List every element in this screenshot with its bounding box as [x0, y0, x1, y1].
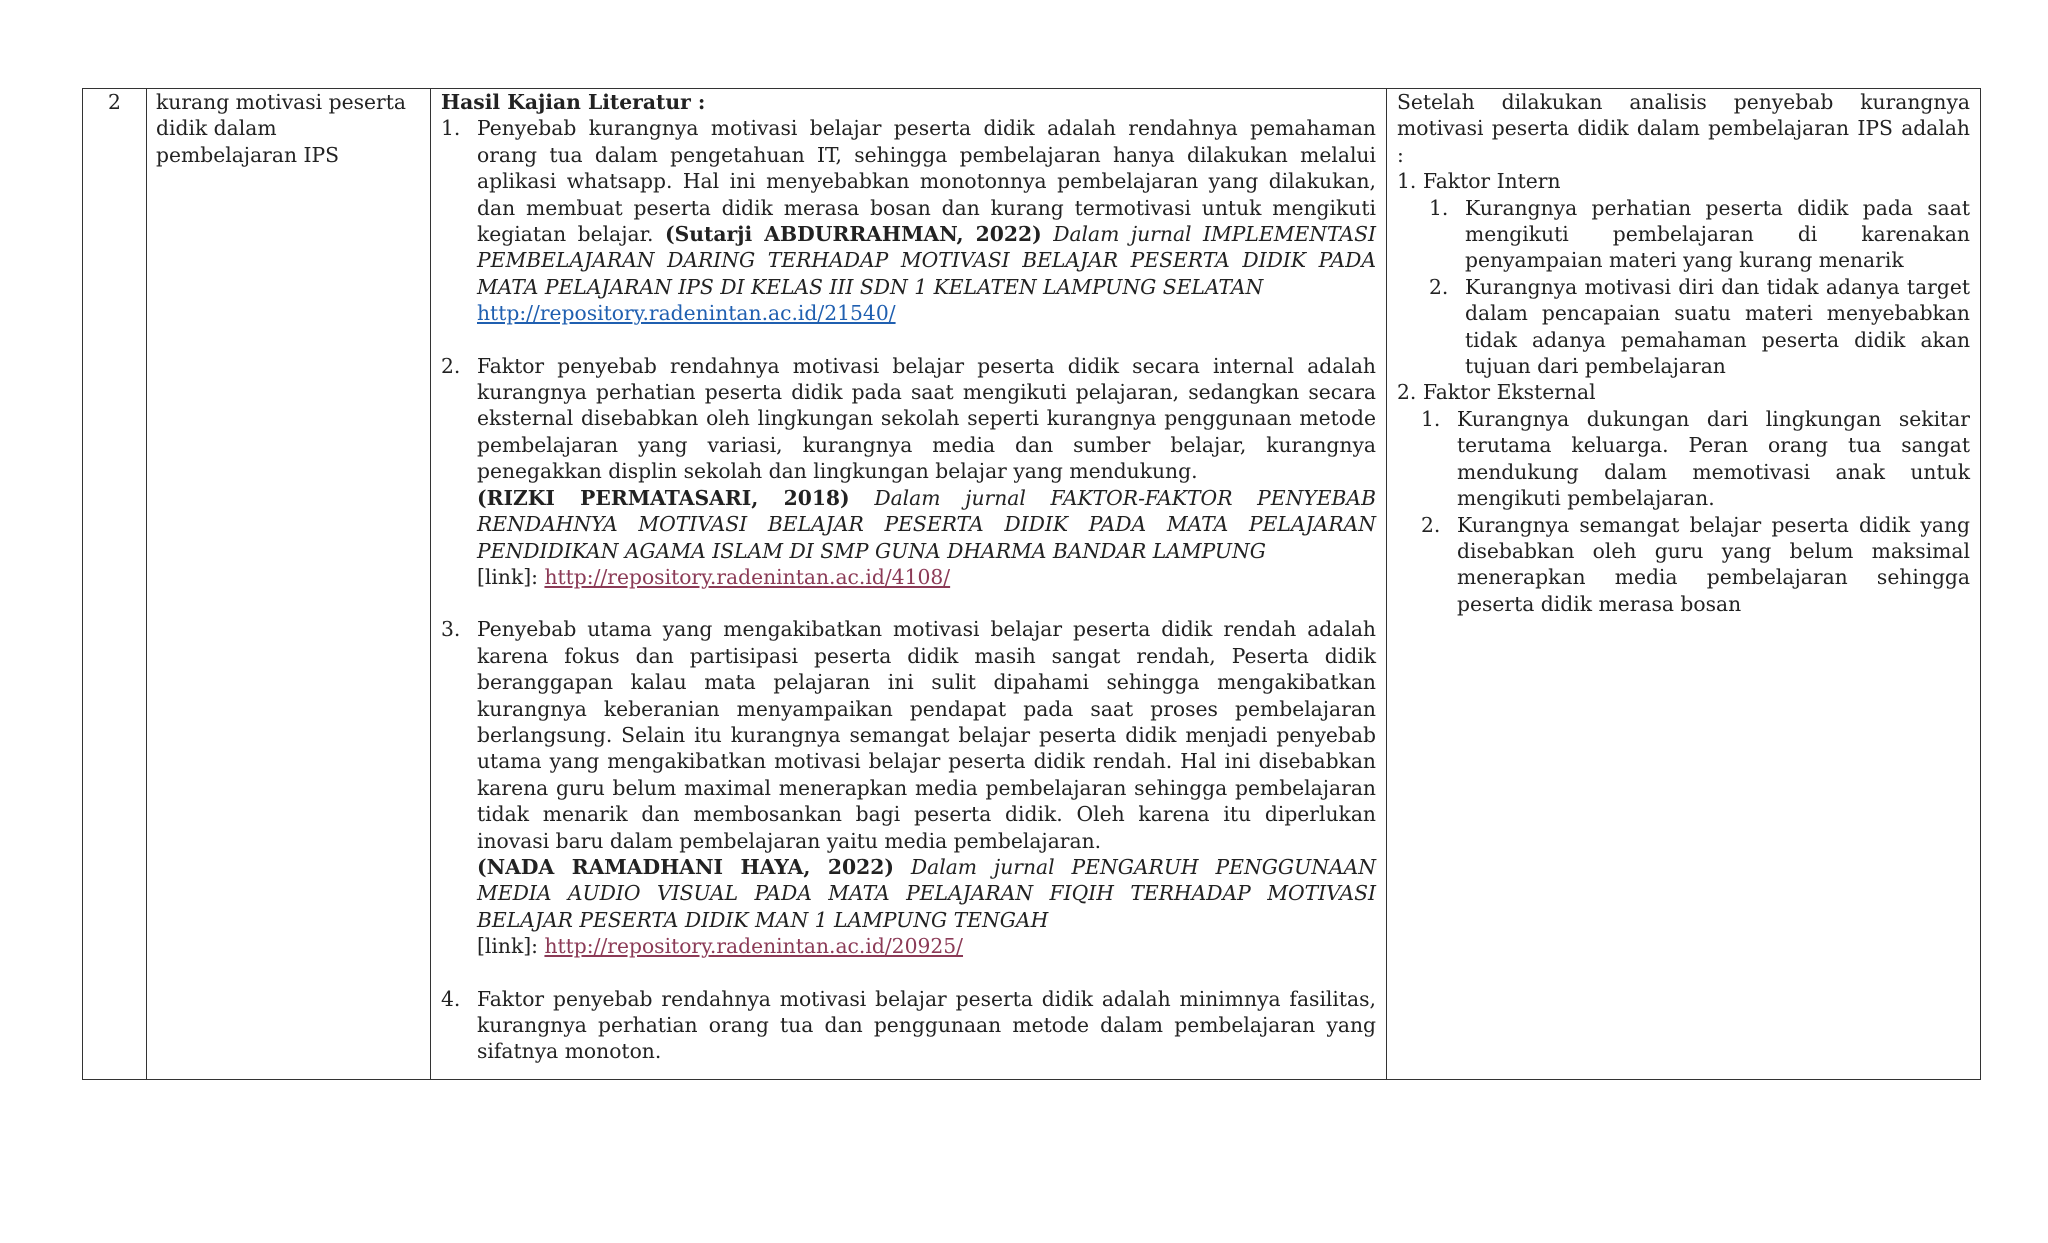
link-prefix: [link]: [477, 934, 545, 959]
factor-item-text: Kurangnya motivasi diri dan tidak adanya target dalam pencapaian suatu materi menyebabkan tidak adanya pemahaman peserta didik akan tujuan dari pembelajaran [1465, 274, 1970, 379]
factor-item [1421, 512, 1970, 618]
factor-item-number: 1. [1429, 195, 1449, 220]
factor-item-text: Kurangnya dukungan dari lingkungan sekitar terutama keluarga. Peran orang tua sangat mendukung dalam memotivasi anak untuk mengikuti pembelajaran. [1457, 406, 1970, 511]
item-link[interactable]: http://repository.radenintan.ac.id/4108/ [544, 564, 951, 589]
factor-item-text: Kurangnya semangat belajar peserta didik yang disebabkan oleh guru yang belum maksimal menerapkan media pembelajaran sehingga peserta didik merasa bosan [1457, 512, 1970, 616]
literature-cell [431, 89, 1387, 1080]
literature-item [441, 353, 1376, 591]
item-journal: Dalam jurnal PENGARUH PENGGUNAAN MEDIA AUDIO VISUAL PADA MATA PELAJARAN FIQIH TERHADAP MOTIVASI BELAJAR PESERTA DIDIK MAN 1 LAMPUNG TENGAH [477, 854, 1376, 932]
factor-item-text: Kurangnya perhatian peserta didik pada saat mengikuti pembelajaran di karenakan penyampaian materi yang kurang menarik [1465, 195, 1970, 273]
literature-heading: Hasil Kajian Literatur : [441, 90, 706, 114]
factor-item-number: 1. [1421, 406, 1441, 431]
factor-heading [1397, 168, 1970, 194]
factor-item [1421, 406, 1970, 512]
link-prefix: [link]: [477, 564, 545, 589]
item-author: (RIZKI PERMATASARI, 2018) [477, 485, 850, 510]
item-number: 3. [441, 617, 461, 642]
literature-table [82, 88, 1981, 1080]
analysis-intro: Setelah dilakukan analisis penyebab kurangnya motivasi peserta didik dalam pembelajaran IPS adalah : [1397, 90, 1970, 167]
row-number-cell [83, 89, 147, 1080]
item-link[interactable]: http://repository.radenintan.ac.id/21540/ [477, 301, 896, 326]
problem-text: kurang motivasi peserta didik dalam pembelajaran IPS [156, 90, 406, 167]
row-number: 2 [108, 90, 121, 114]
item-journal: Dalam jurnal FAKTOR-FAKTOR PENYEBAB RENDAHNYA MOTIVASI BELAJAR PESERTA DIDIK PADA MATA PELAJARAN PENDIDIKAN AGAMA ISLAM DI SMP GUNA DHARMA BANDAR LAMPUNG [477, 485, 1376, 563]
analysis-cell [1387, 89, 1981, 1080]
item-text: Penyebab utama yang mengakibatkan motivasi belajar peserta didik rendah adalah karena fokus dan partisipasi peserta didik masih sangat rendah, Peserta didik beranggapan kalau mata pelajaran ini sulit dipahami sehingga mengakibatkan kurangnya keberanian menyampaikan pendapat pada saat proses pembelajaran berlangsung. Selain itu kurangnya semangat belajar peserta didik menjadi penyebab utama yang mengakibatkan motivasi belajar peserta didik rendah. Hal ini disebabkan karena guru belum maximal menerapkan media pembelajaran sehingga pembelajaran tidak menarik dan membosankan bagi peserta didik. Oleh karena itu diperlukan inovasi baru dalam pembelajaran yaitu media pembelajaran. [477, 617, 1376, 853]
factor-item-number: 2. [1429, 274, 1449, 299]
problem-cell [147, 89, 431, 1080]
factor-item-number: 2. [1421, 512, 1441, 537]
factor-heading [1397, 379, 1970, 405]
item-text: Faktor penyebab rendahnya motivasi belajar peserta didik secara internal adalah kurangnya perhatian peserta didik pada saat mengikuti pelajaran, sedangkan secara eksternal disebabkan oleh lingkungan sekolah seperti kurangnya penggunaan metode pembelajaran yang variasi, kurangnya media dan sumber belajar, kurangnya penegakkan displin sekolah dan lingkungan belajar yang mendukung. [477, 353, 1376, 484]
factor-number: 1. [1397, 169, 1417, 194]
item-number: 4. [441, 986, 461, 1011]
table-row [83, 89, 1981, 1080]
item-journal: Dalam jurnal IMPLEMENTASI PEMBELAJARAN DARING TERHADAP MOTIVASI BELAJAR PESERTA DIDIK PADA MATA PELAJARAN IPS DI KELAS III SDN 1 KELATEN LAMPUNG SELATAN [477, 222, 1376, 299]
factor-label: Faktor Eksternal [1423, 380, 1596, 405]
item-number: 1. [441, 116, 461, 141]
factor-item [1429, 195, 1970, 274]
factor-number: 2. [1397, 380, 1417, 405]
literature-item [441, 115, 1376, 326]
literature-item [441, 986, 1376, 1065]
factor-label: Faktor Intern [1423, 169, 1561, 194]
item-link[interactable]: http://repository.radenintan.ac.id/20925/ [544, 934, 964, 959]
item-text: Faktor penyebab rendahnya motivasi belajar peserta didik adalah minimnya fasilitas, kurangnya perhatian orang tua dan penggunaan metode dalam pembelajaran yang sifatnya monoton. [477, 986, 1376, 1064]
factor-item [1429, 274, 1970, 380]
item-number: 2. [441, 353, 461, 378]
item-author: (NADA RAMADHANI HAYA, 2022) [477, 854, 894, 879]
literature-item [441, 616, 1376, 959]
item-author: (Sutarji ABDURRAHMAN, 2022) [664, 222, 1042, 247]
item-text: Penyebab kurangnya motivasi belajar peserta didik adalah rendahnya pemahaman orang tua dalam pengetahuan IT, sehingga pembelajaran hanya dilakukan melalui aplikasi whatsapp. Hal ini menyebabkan monotonnya pembelajaran yang dilakukan, dan membuat peserta didik merasa bosan dan kurang termotivasi untuk mengikuti kegiatan belajar. [477, 116, 1376, 247]
